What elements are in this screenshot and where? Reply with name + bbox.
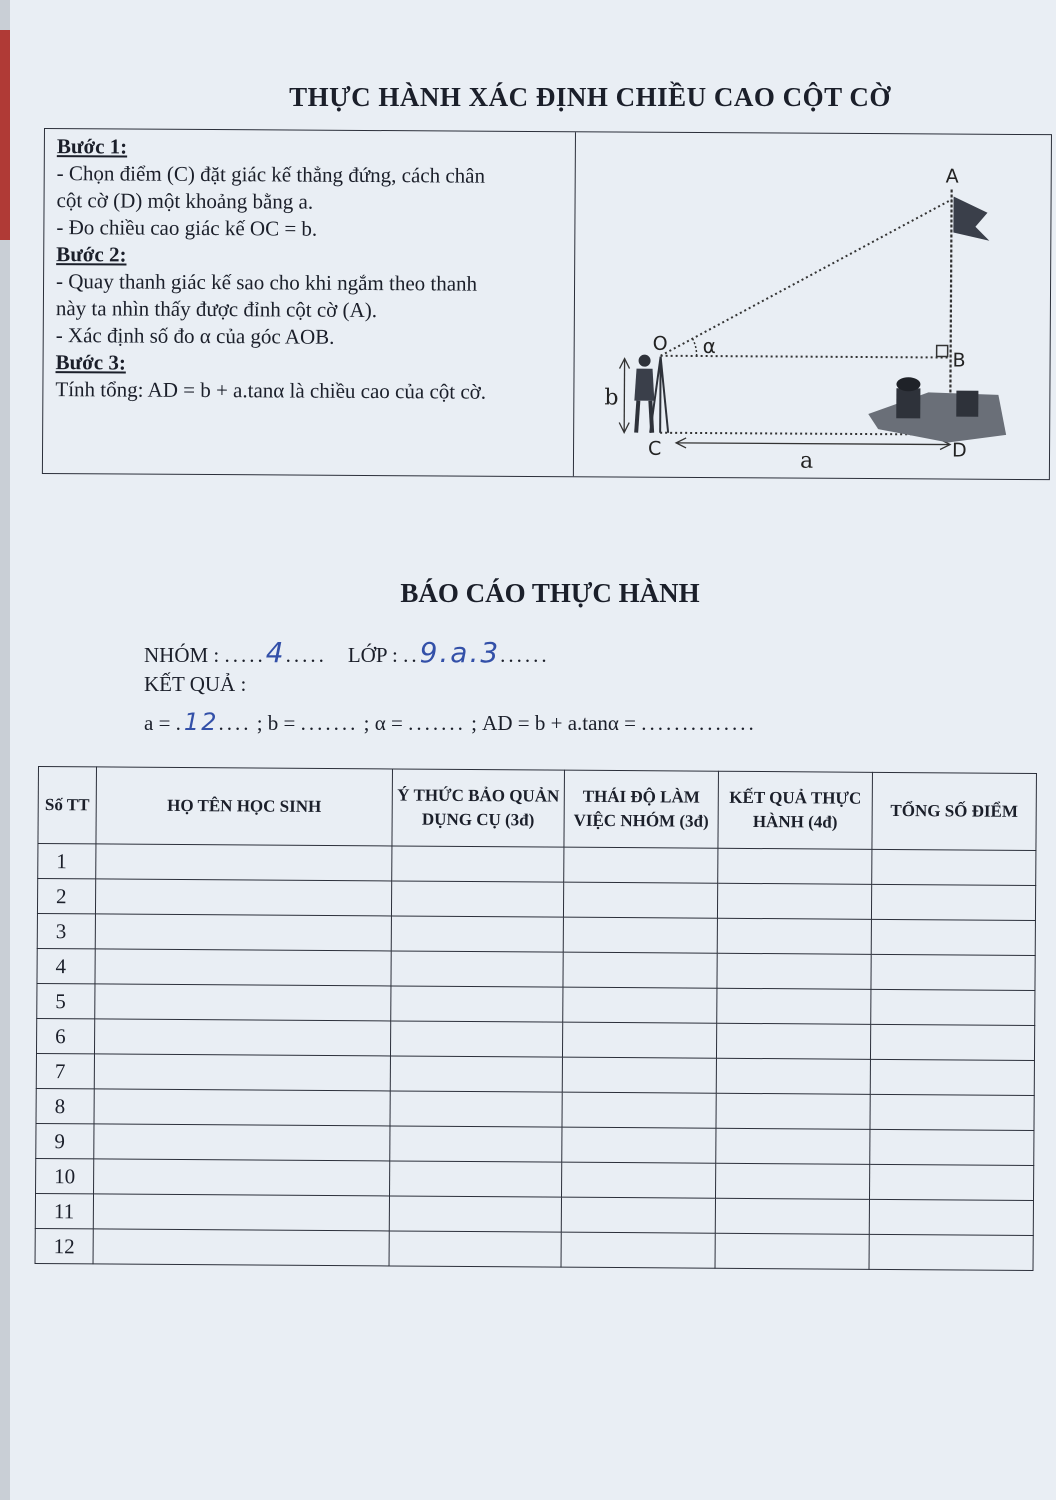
step-line: này ta nhìn thấy được đỉnh cột cờ (A). (55, 296, 378, 323)
ad-value-blank[interactable]: .............. (641, 711, 757, 735)
result-cell[interactable] (716, 1023, 870, 1059)
label-height-b: b (604, 385, 619, 411)
worksheet-paper (10, 0, 1056, 1500)
result-cell[interactable] (716, 1128, 870, 1164)
name-cell[interactable] (94, 1054, 390, 1091)
tool-care-cell[interactable] (390, 1056, 562, 1092)
b-value-blank[interactable]: ....... (300, 711, 359, 735)
page-title: THỰC HÀNH XÁC ĐỊNH CHIỀU CAO CỘT CỜ (289, 82, 891, 112)
header-total: TỔNG SỐ ĐIỂM (872, 772, 1037, 850)
step-heading: Bước 3: (55, 350, 126, 375)
dots: ...... (500, 643, 550, 667)
step-1 (56, 133, 577, 244)
teamwork-cell[interactable] (563, 882, 717, 918)
name-cell[interactable] (94, 1124, 390, 1161)
group-value[interactable]: 4 (265, 636, 286, 669)
flag-pole (950, 190, 951, 407)
total-cell[interactable] (869, 1234, 1033, 1270)
b-label: ; b = (256, 711, 296, 735)
total-cell[interactable] (869, 1199, 1033, 1235)
row-number: 10 (36, 1158, 94, 1193)
header-result: KẾT QUẢ THỰC HÀNH (4đ) (718, 771, 873, 849)
name-cell[interactable] (94, 1089, 390, 1126)
monument-block-right (956, 391, 978, 417)
teamwork-cell[interactable] (563, 987, 717, 1023)
result-cell[interactable] (717, 988, 871, 1024)
step-line: - Đo chiều cao giác kế OC = b. (56, 215, 318, 241)
surveyor-head-icon (639, 355, 651, 367)
result-line (144, 708, 757, 736)
result-cell[interactable] (715, 1163, 869, 1199)
teamwork-cell[interactable] (564, 847, 718, 883)
total-cell[interactable] (871, 884, 1035, 920)
group-class-line (144, 636, 550, 669)
row-number: 9 (36, 1123, 94, 1158)
dots: .... (218, 711, 252, 735)
label-point-c: C (647, 437, 662, 460)
name-cell[interactable] (95, 879, 391, 916)
total-cell[interactable] (871, 919, 1035, 955)
name-cell[interactable] (93, 1229, 389, 1266)
row-number: 1 (38, 844, 96, 879)
teamwork-cell[interactable] (561, 1232, 715, 1268)
a-label: a = (144, 711, 171, 735)
tool-care-cell[interactable] (391, 986, 563, 1022)
result-cell[interactable] (717, 953, 871, 989)
row-number: 12 (35, 1228, 93, 1263)
alpha-label: ; α = (363, 711, 403, 735)
monument-block-left (896, 388, 920, 418)
label-distance-a: a (799, 448, 814, 474)
result-cell[interactable] (716, 1093, 870, 1129)
label-point-a: A (945, 165, 959, 188)
result-cell[interactable] (715, 1198, 869, 1234)
name-cell[interactable] (94, 1019, 390, 1056)
step-3 (55, 349, 575, 406)
row-number: 5 (37, 983, 95, 1018)
total-cell[interactable] (870, 1129, 1034, 1165)
result-cell[interactable] (718, 848, 872, 884)
monument-base (868, 392, 1006, 443)
result-cell[interactable] (717, 918, 871, 954)
row-number: 11 (35, 1193, 93, 1228)
dots: .. (403, 643, 420, 667)
total-cell[interactable] (870, 1059, 1034, 1095)
score-table-wrapper (35, 766, 1036, 1271)
tool-care-cell[interactable] (390, 1126, 562, 1162)
a-value[interactable]: 12 (183, 708, 219, 736)
name-cell[interactable] (94, 1159, 390, 1196)
step-line: - Quay thanh giác kế sao cho khi ngắm theo thanh (55, 269, 478, 296)
tool-care-cell[interactable] (392, 846, 564, 882)
tool-care-cell[interactable] (390, 1091, 562, 1127)
step-line: cột cờ (D) một khoảng bằng a. (56, 188, 314, 214)
class-label: LỚP : (347, 643, 398, 667)
instruction-box (42, 128, 1052, 480)
tool-care-cell[interactable] (391, 916, 563, 952)
dots: ..... (285, 643, 327, 667)
teamwork-cell[interactable] (561, 1197, 715, 1233)
teamwork-cell[interactable] (562, 1022, 716, 1058)
label-point-d: D (951, 439, 967, 462)
result-cell[interactable] (717, 883, 871, 919)
result-label: KẾT QUẢ : (144, 672, 247, 696)
flagpole-diagram (578, 142, 1050, 475)
surveyor-leg (636, 401, 638, 433)
report-title: BÁO CÁO THỰC HÀNH (400, 578, 700, 608)
row-number: 7 (36, 1053, 94, 1088)
total-cell[interactable] (872, 849, 1036, 885)
score-table (35, 766, 1037, 1271)
right-angle-mark (937, 345, 948, 356)
step-heading: Bước 2: (56, 242, 127, 267)
class-value[interactable]: 9.a.3 (419, 636, 501, 669)
header-stt: Số TT (38, 767, 97, 844)
teamwork-cell[interactable] (563, 952, 717, 988)
teamwork-cell[interactable] (562, 1092, 716, 1128)
step-2 (56, 241, 577, 352)
total-cell[interactable] (871, 954, 1035, 990)
tool-care-cell[interactable] (389, 1196, 561, 1232)
name-cell[interactable] (95, 914, 391, 951)
total-cell[interactable] (871, 989, 1035, 1025)
result-cell[interactable] (716, 1058, 870, 1094)
teamwork-cell[interactable] (562, 1057, 716, 1093)
header-teamwork: THÁI ĐỘ LÀM VIỆC NHÓM (3đ) (564, 770, 719, 848)
teamwork-cell[interactable] (562, 1127, 716, 1163)
surveyor-body-icon (634, 369, 654, 401)
name-cell[interactable] (93, 1194, 389, 1231)
total-cell[interactable] (870, 1094, 1034, 1130)
steps-column (55, 133, 577, 406)
name-cell[interactable] (96, 844, 392, 881)
row-number: 3 (37, 913, 95, 948)
group-label: NHÓM : (144, 643, 220, 667)
total-cell[interactable] (869, 1164, 1033, 1200)
teamwork-cell[interactable] (563, 917, 717, 953)
row-number: 6 (36, 1018, 94, 1053)
angle-arc (693, 339, 697, 356)
dots: ..... (224, 643, 266, 667)
label-point-b: B (952, 349, 966, 372)
step-line: Tính tổng: AD = b + a.tanα là chiều cao của cột cờ. (55, 377, 487, 404)
label-alpha: α (702, 334, 716, 359)
flag-icon (953, 197, 989, 241)
total-cell[interactable] (870, 1024, 1034, 1060)
tool-care-cell[interactable] (391, 951, 563, 987)
tool-care-cell[interactable] (390, 1161, 562, 1197)
step-line: - Xác định số đo α của góc AOB. (55, 323, 335, 349)
name-cell[interactable] (95, 984, 391, 1021)
ad-label: ; AD = b + a.tanα = (471, 711, 637, 735)
alpha-value-blank[interactable]: ....... (408, 711, 466, 735)
header-tool-care: Ý THỨC BẢO QUẢN DỤNG CỤ (3đ) (392, 769, 565, 847)
table-header-row (38, 767, 1037, 851)
table-row (35, 1228, 1033, 1270)
label-point-o: O (652, 332, 668, 355)
header-name: HỌ TÊN HỌC SINH (96, 767, 393, 846)
result-cell[interactable] (715, 1233, 869, 1269)
row-number: 8 (36, 1088, 94, 1123)
name-cell[interactable] (95, 949, 391, 986)
row-number: 4 (37, 948, 95, 983)
step-heading: Bước 1: (56, 134, 128, 159)
row-number: 2 (37, 879, 95, 914)
distance-arrow (676, 443, 950, 445)
tool-care-cell[interactable] (390, 1021, 562, 1057)
dots: . (175, 711, 184, 735)
tool-care-cell[interactable] (391, 881, 563, 917)
teamwork-cell[interactable] (562, 1162, 716, 1198)
tool-care-cell[interactable] (389, 1231, 561, 1267)
step-line: - Chọn điểm (C) đặt giác kế thẳng đứng, cách chân (56, 161, 486, 188)
